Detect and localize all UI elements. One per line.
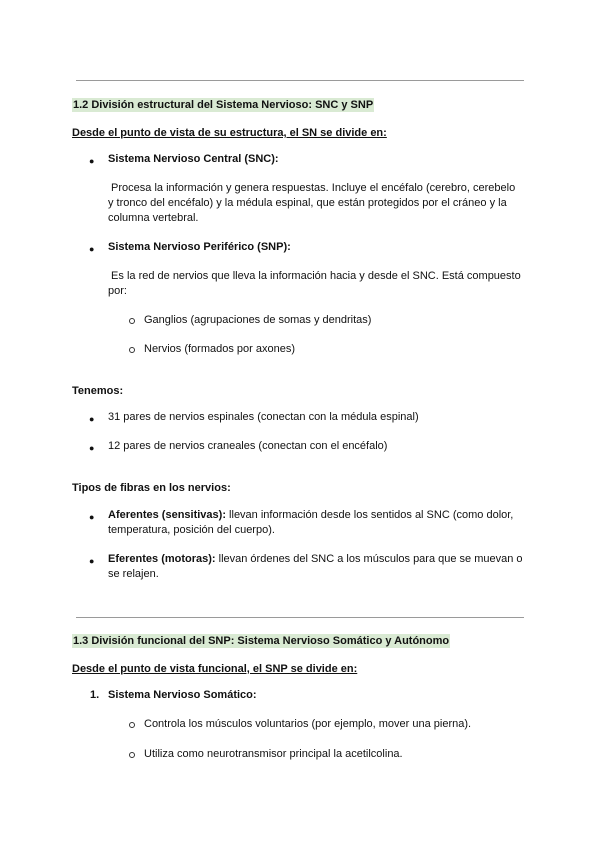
top-divider [76, 80, 524, 81]
circle-bullet-icon [129, 347, 135, 353]
section-divider [76, 617, 524, 618]
aferentes-text: llevan información desde los sentidos al SNC (como dolor, [226, 509, 514, 521]
bullet-icon: ● [89, 512, 95, 522]
snp-subitem-ganglios: Ganglios (agrupaciones de somas y dendritas) [144, 314, 372, 326]
bullet-icon: ● [89, 156, 95, 166]
fibras-eferentes-line1 [108, 552, 523, 567]
snc-desc-line2: y tronco del encéfalo) y la médula espinal, que están protegidos por el cráneo y la [108, 197, 507, 209]
section-heading-estructural: 1.2 División estructural del Sistema Nervioso: SNC y SNP [73, 99, 374, 111]
section-intro-funcional: Desde el punto de vista funcional, el SNP se divide en: [72, 663, 358, 675]
circle-bullet-icon [129, 318, 135, 324]
snc-desc-line3: columna vertebral. [108, 212, 199, 224]
bullet-icon: ● [89, 443, 95, 453]
tenemos-item-espinales: 31 pares de nervios espinales (conectan con la médula espinal) [108, 411, 419, 423]
bullet-icon: ● [89, 244, 95, 254]
bullet-icon: ● [89, 414, 95, 424]
somatico-subitem-controla: Controla los músculos voluntarios (por ejemplo, mover una pierna). [144, 718, 472, 730]
tenemos-item-craneales: 12 pares de nervios craneales (conectan con el encéfalo) [108, 440, 388, 452]
aferentes-label: Aferentes (sensitivas): [108, 509, 226, 521]
somatico-title: Sistema Nervioso Somático: [108, 689, 257, 701]
circle-bullet-icon [129, 722, 135, 728]
circle-bullet-icon [129, 752, 135, 758]
snp-desc-line1: Es la red de nervios que lleva la información hacia y desde el SNC. Está compuesto [108, 270, 521, 282]
fibras-eferentes-line2: se relajen. [108, 568, 159, 580]
numbered-item-1-number: 1. [90, 689, 100, 701]
snc-desc-line1: Procesa la información y genera respuestas. Incluye el encéfalo (cerebro, cerebelo [108, 182, 516, 194]
eferentes-label: Eferentes (motoras): [108, 553, 216, 565]
snp-title: Sistema Nervioso Periférico (SNP): [108, 241, 291, 253]
section-heading-funcional: 1.3 División funcional del SNP: Sistema Nervioso Somático y Autónomo [73, 635, 450, 647]
eferentes-text: llevan órdenes del SNC a los músculos para que se muevan o [215, 553, 523, 565]
fibras-aferentes-line2: temperatura, posición del cuerpo). [108, 524, 275, 536]
fibras-aferentes-line1 [108, 508, 513, 523]
bullet-icon: ● [89, 556, 95, 566]
tenemos-title: Tenemos: [72, 385, 124, 397]
section-intro-estructura: Desde el punto de vista de su estructura, el SN se divide en: [72, 127, 387, 139]
snp-subitem-nervios: Nervios (formados por axones) [144, 343, 296, 355]
somatico-subitem-neurotransmisor: Utiliza como neurotransmisor principal la acetilcolina. [144, 748, 403, 760]
snp-desc-line2: por: [108, 285, 127, 297]
snc-title: Sistema Nervioso Central (SNC): [108, 153, 279, 165]
fibras-title: Tipos de fibras en los nervios: [72, 482, 231, 494]
